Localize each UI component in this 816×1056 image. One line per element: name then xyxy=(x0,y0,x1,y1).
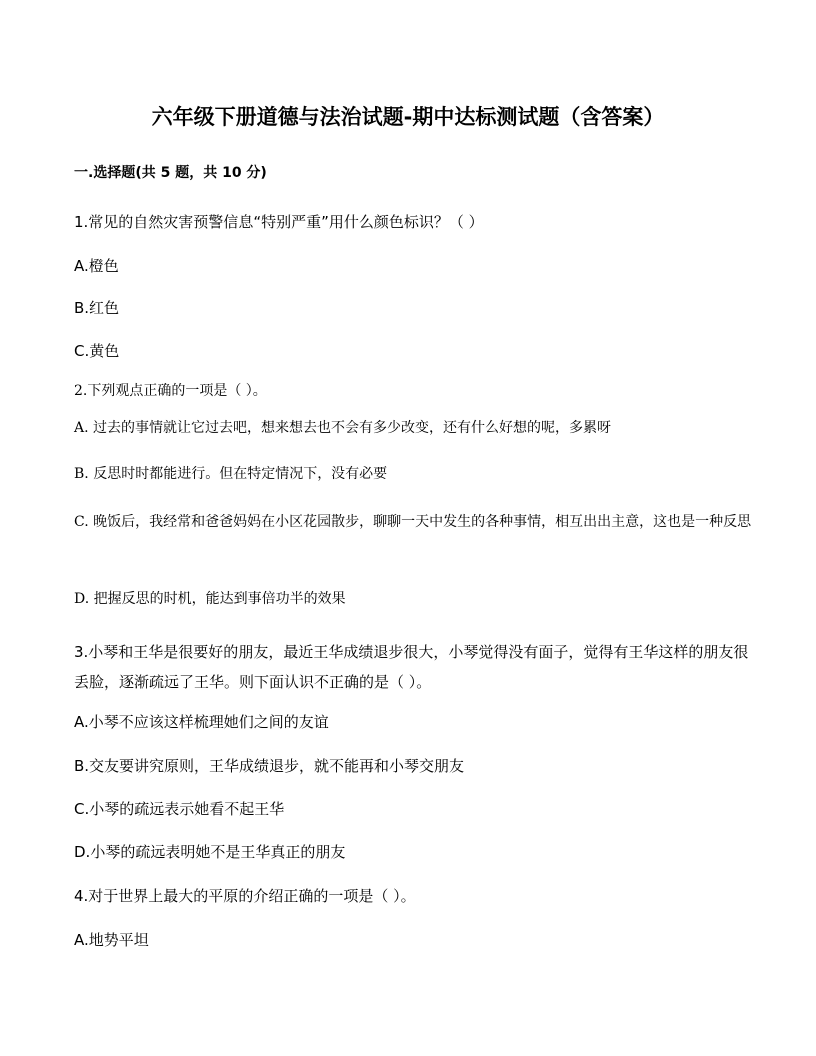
document-title: 六年级下册道德与法治试题-期中达标测试题（含答案） xyxy=(151,105,665,129)
question-3-option-a: A.小琴不应该这样梳理她们之间的友谊 xyxy=(74,713,329,731)
question-3-option-d: D.小琴的疏远表明她不是王华真正的朋友 xyxy=(74,843,346,861)
question-1-option-a: A.橙色 xyxy=(74,257,119,275)
question-2-option-a: A. 过去的事情就让它过去吧，想来想去也不会有多少改变，还有什么好想的呢，多累呀 xyxy=(74,420,612,436)
question-1-option-b: B.红色 xyxy=(74,299,120,317)
question-4-stem: 4.对于世界上最大的平原的介绍正确的一项是（ ）。 xyxy=(74,887,416,905)
question-3-stem: 3.小琴和王华是很要好的朋友，最近王华成绩退步很大，小琴觉得没有面子，觉得有王华这样的朋友很丢脸，逐渐疏远了王华。则下面认识不正确的是（ ）。 xyxy=(74,643,749,691)
question-2-stem: 2.下列观点正确的一项是（ ）。 xyxy=(74,383,267,399)
question-1-option-c: C.黄色 xyxy=(74,342,120,360)
question-2-option-c: C. 晚饭后，我经常和爸爸妈妈在小区花园散步，聊聊一天中发生的各种事情，相互出出主意，这也是一种反思 xyxy=(74,514,752,530)
question-2-option-d: D. 把握反思的时机，能达到事倍功半的效果 xyxy=(74,591,346,607)
question-3-option-b: B.交友要讲究原则，王华成绩退步，就不能再和小琴交朋友 xyxy=(74,757,465,775)
section-heading: 一.选择题(共 5 题，共 10 分) xyxy=(74,165,267,181)
question-2-option-b: B. 反思时时都能进行。但在特定情况下，没有必要 xyxy=(74,466,388,482)
question-4-option-a: A.地势平坦 xyxy=(74,931,149,949)
question-3-option-c: C.小琴的疏远表示她看不起王华 xyxy=(74,800,285,818)
question-1-stem: 1.常见的自然灾害预警信息“特别严重”用什么颜色标识？（ ） xyxy=(74,213,484,231)
